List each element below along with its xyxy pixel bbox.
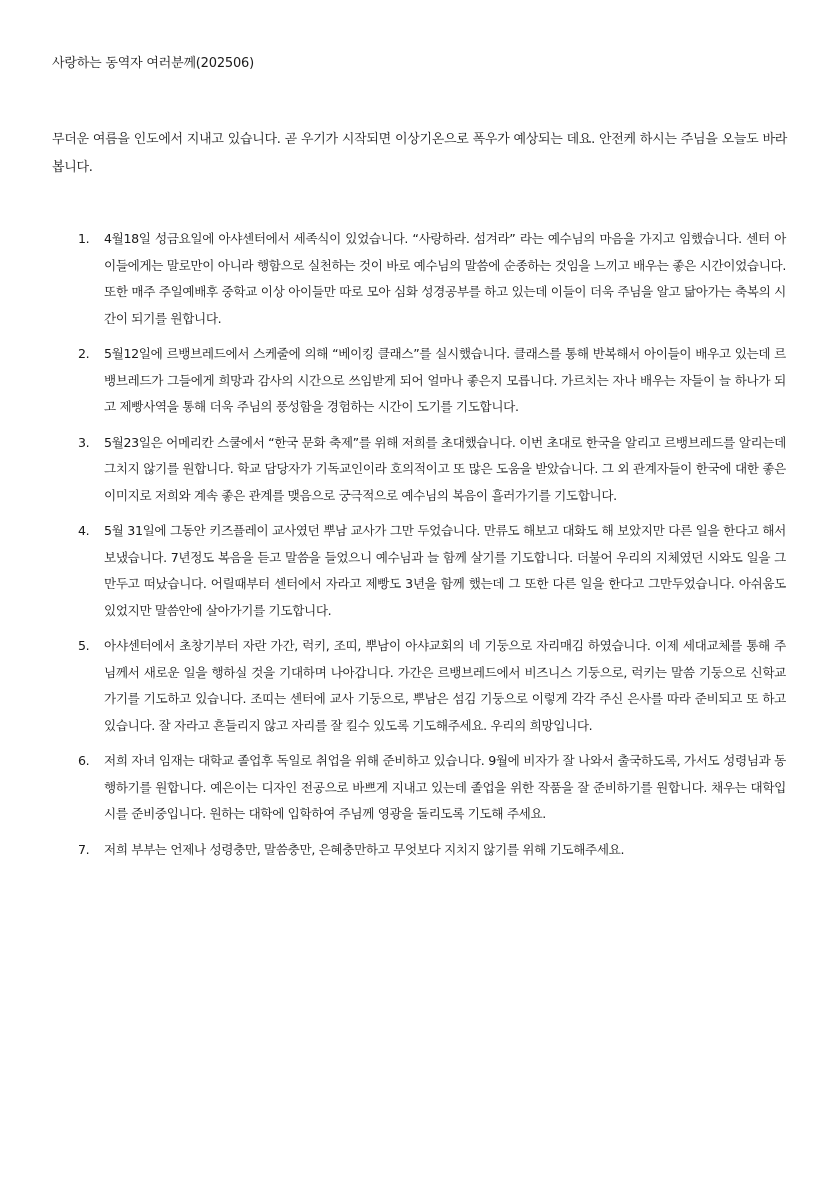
item-text: 아샤센터에서 초창기부터 자란 가간, 럭키, 조띠, 뿌남이 아샤교회의 네 기둥으로 자리매김 하였습니다. 이제 세대교체를 통해 주님께서 새로운 일을 행하실 것을 기대하며 나아갑니다. 가간은 르뱅브레드에서 비즈니스 기둥으로, 럭키는 말씀 기둥으로 신학교 가기를 기도하고 있습니다. 조띠는 센터에 교사 기둥으로, 뿌남은 섬김 기둥으로 이렇게 각각 주신 은사를 따라 준비되고 또 하고 있습니다. 잘 자라고 흔들리지 않고 자리를 잘 킬수 있도록 기도해주세요. 우리의 희망입니다. bbox=[104, 638, 786, 733]
list-item bbox=[0, 430, 786, 510]
item-text: 저희 부부는 언제나 성령충만, 말씀충만, 은혜충만하고 무엇보다 지치지 않기를 위해 기도해주세요. bbox=[104, 841, 625, 857]
prayer-list bbox=[0, 226, 835, 872]
item-number: 4. bbox=[78, 523, 90, 538]
list-item bbox=[0, 518, 786, 624]
item-text: 5월 31일에 그동안 키즈플레이 교사였던 뿌남 교사가 그만 두었습니다. 만류도 해보고 대화도 해 보았지만 다른 일을 한다고 해서 보냈습니다. 7년정도 복음을 듣고 말씀을 들었으니 예수님과 늘 함께 살기를 기도합니다. 더불어 우리의 지체였던 시와도 일을 그만두고 떠났습니다. 어릴때부터 센터에서 자라고 제빵도 3년을 함께 했는데 그 또한 다른 일을 한다고 그만두었습니다. 아쉬움도 있었지만 말씀안에 살아가기를 기도합니다. bbox=[104, 523, 786, 618]
letter-greeting: 사랑하는 동역자 여러분께(202506) bbox=[52, 56, 254, 71]
list-item bbox=[0, 341, 786, 421]
item-text: 저희 자녀 임재는 대학교 졸업후 독일로 취업을 위해 준비하고 있습니다. 9월에 비자가 잘 나와서 출국하도록, 가서도 성령님과 동행하기를 원합니다. 예은이는 디자인 전공으로 바쁘게 지내고 있는데 졸업을 위한 작품을 잘 준비하기를 원합니다. 채우는 대학입시를 준비중입니다. 원하는 대학에 입학하여 주님께 영광을 돌리도록 기도해 주세요. bbox=[104, 753, 786, 821]
letter-intro: 무더운 여름을 인도에서 지내고 있습니다. 곧 우기가 시작되면 이상기온으로 폭우가 예상되는 데요. 안전케 하시는 주님을 오늘도 바라봅니다. bbox=[52, 132, 787, 175]
item-number: 2. bbox=[78, 346, 90, 361]
item-number: 3. bbox=[78, 434, 90, 450]
list-item bbox=[0, 837, 786, 864]
list-item bbox=[0, 748, 786, 828]
item-text: 5월23일은 어메리칸 스쿨에서 “한국 문화 축제”를 위해 저희를 초대했습니다. 이번 초대로 한국을 알리고 르뱅브레드를 알리는데 그치지 않기를 원합니다. 학교 담당자가 기독교인이라 호의적이고 또 많은 도움을 받았습니다. 그 외 관계자들이 한국에 대한 좋은 이미지로 저희와 계속 좋은 관계를 맺음으로 궁극적으로 예수님의 복음이 흘러가기를 기도합니다. bbox=[104, 434, 786, 503]
list-item bbox=[0, 633, 786, 739]
list-item bbox=[0, 226, 786, 332]
item-text: 5월12일에 르뱅브레드에서 스케줄에 의해 “베이킹 클래스”를 실시했습니다. 클래스를 통해 반복해서 아이들이 배우고 있는데 르뱅브레드가 그들에게 희망과 감사의 시간으로 쓰임받게 되어 얼마나 좋은지 모릅니다. 가르치는 자나 배우는 자들이 늘 하나가 되고 제빵사역을 통해 더욱 주님의 풍성함을 경험하는 시간이 도기를 기도합니다. bbox=[104, 346, 786, 414]
item-number: 7. bbox=[78, 841, 90, 857]
item-number: 1. bbox=[78, 231, 90, 246]
item-number: 6. bbox=[78, 753, 90, 768]
item-number: 5. bbox=[78, 638, 90, 653]
item-text: 4월18일 성금요일에 아샤센터에서 세족식이 있었습니다. “사랑하라. 섬겨라” 라는 예수님의 마음을 가지고 임했습니다. 센터 아이들에게는 말로만이 아니라 행함으로 실천하는 것이 바로 예수님의 말씀에 순종하는 것임을 느끼고 배우는 좋은 시간이었습니다. 또한 매주 주일예배후 중학교 이상 아이들만 따로 모아 심화 성경공부를 하고 있는데 이들이 더욱 주님을 알고 닮아가는 축복의 시간이 되기를 원합니다. bbox=[104, 231, 786, 326]
